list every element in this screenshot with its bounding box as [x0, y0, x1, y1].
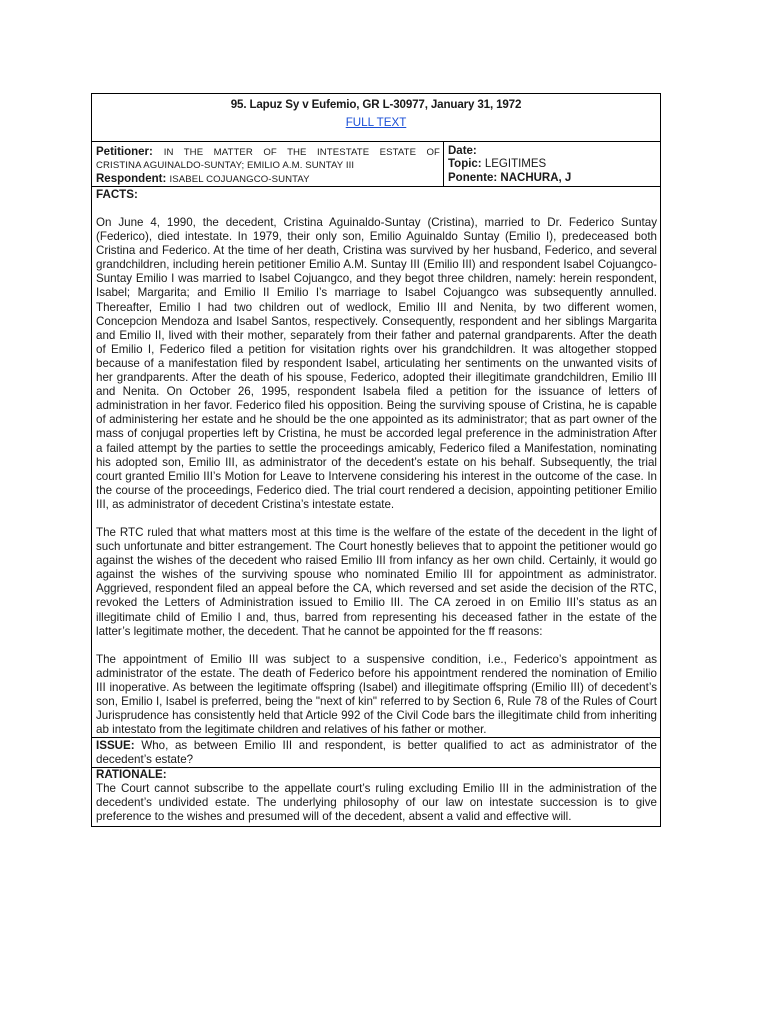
facts-paragraph-2: The RTC ruled that what matters most at this time is the welfare of the estate of the decedent in the light of such unfortunate and bitter estrangement. The Court honestly believes that to appoint the petitioner would go against the wishes of the decedent who raised Emilio III from infancy as her own child. Certainly, it would go against the wishes of the surviving spouse who nominated Emilio III for appointment as administrator. Aggrieved, respondent filed an appeal before the CA, which reversed and set aside the decision of the RTC, revoked the Letters of Administration issued to Emilio III. The CA zeroed in on Emilio III’s status as an illegitimate child of Emilio I and, thus, barred from representing his deceased father in the estate of the latter’s legitimate mother, the decedent. That he cannot be appointed for the ff reasons:: [96, 525, 657, 638]
parties-cell: [92, 142, 444, 186]
facts-paragraph-3: The appointment of Emilio III was subject to a suspensive condition, i.e., Federico’s appointment as administrator of the estate. The death of Federico before his appointment rendered the nomination of Emilio III inoperative. As between the legitimate offspring (Isabel) and illegitimate offspring (Emilio III) of decedent’s son, Emilio I, Isabel is preferred, being the "next of kin" referred to by Section 6, Rule 78 of the Rules of Court Jurisprudence has consistently held that Article 992 of the Civil Code bars the illegitimate child from inheriting ab intestato from the legitimate children and relatives of his father or mother.: [96, 652, 657, 737]
ponente-label: Ponente:: [448, 171, 498, 184]
issue-label: ISSUE:: [96, 739, 135, 753]
issue-section: [92, 737, 660, 767]
respondent-line: [96, 173, 440, 186]
petitioner-value-line2: CRISTINA AGUINALDO-SUNTAY; EMILIO A.M. SUNTAY III: [96, 160, 355, 172]
respondent-label: Respondent:: [96, 172, 167, 185]
facts-heading: FACTS:: [96, 188, 138, 201]
rationale-heading: RATIONALE:: [96, 768, 167, 782]
case-digest-table: [91, 93, 661, 827]
meta-row: [92, 142, 660, 187]
respondent-value: ISABEL COJUANGCO-SUNTAY: [169, 173, 310, 185]
date-label: Date:: [448, 145, 477, 157]
rationale-section: [92, 767, 660, 825]
facts-paragraph-1: On June 4, 1990, the decedent, Cristina Aguinaldo-Suntay (Cristina), married to Dr. Federico Suntay (Federico), died intestate. In 1979, their only son, Emilio Aguinaldo Suntay (Emilio I), predeceased both Cristina and Federico. At the time of her death, Cristina was survived by her husband, Federico, and several grandchildren, including herein petitioner Emilio A.M. Suntay III (Emilio III) and respondent Isabel Cojuangco-Suntay Emilio I was married to Isabel Cojuangco, and they begot three children, namely: herein respondent, Isabel; Margarita; and Emilio II Emilio I’s marriage to Isabel Cojuangco was subsequently annulled. Thereafter, Emilio I had two children out of wedlock, Emilio III and Nenita, by two different women, Concepcion Mendoza and Isabel Santos, respectively. Consequently, respondent and her siblings Margarita and Emilio II, lived with their mother, separately from their father and paternal grandparents. After the death of Emilio I, Federico filed a petition for visitation rights over his grandchildren. It was altogether stopped because of a manifestation filed by respondent Isabel, articulating her sentiments on the unwanted visits of her grandparents. After the death of his spouse, Federico, adopted their illegitimate grandchildren, Emilio III and Nenita. On October 26, 1995, respondent Isabela filed a petition for the issuance of letters of administration in her favor. Federico filed his opposition. Being the surviving spouse of Cristina, he is capable of administering her estate and he should be the one appointed as its administrator; that as part owner of the mass of conjugal properties left by Cristina, he must be accorded legal preference in the administration After a failed attempt by the parties to settle the proceedings amicably, Federico filed a Manifestation, nominating his adopted son, Emilio III, as administrator of the decedent’s estate on his behalf. Subsequently, the trial court granted Emilio III’s Motion for Leave to Intervene considering his interest in the outcome of the case. In the course of the proceedings, Federico died. The trial court rendered a decision, appointing petitioner Emilio III, as administrator of decedent Cristina’s intestate estate.: [96, 216, 657, 511]
title-row: [92, 94, 660, 142]
topic-line: [448, 158, 656, 171]
issue-text: Who, as between Emilio III and respondent, is better qualified to act as administrator of the decedent’s estate?: [96, 739, 657, 767]
topic-label: Topic:: [448, 158, 482, 171]
case-title: 95. Lapuz Sy v Eufemio, GR L-30977, January 31, 1972: [230, 98, 522, 111]
full-text-link[interactable]: FULL TEXT: [345, 116, 407, 129]
facts-section: [92, 187, 660, 737]
petitioner-line: [96, 146, 440, 159]
petitioner-value-line1: IN THE MATTER OF THE INTESTATE ESTATE OF: [163, 147, 440, 158]
topic-value: LEGITIMES: [484, 158, 547, 171]
petitioner-label: Petitioner:: [96, 146, 153, 158]
details-cell: [444, 142, 660, 186]
ponente-value: NACHURA, J: [500, 171, 572, 184]
rationale-text: The Court cannot subscribe to the appellate court’s ruling excluding Emilio III in the administration of the decedent’s undivided estate. The underlying philosophy of our law on intestate succession is to give preference to the wishes and presumed will of the decedent, absent a valid and effective will.: [96, 782, 657, 824]
ponente-line: [448, 172, 656, 185]
